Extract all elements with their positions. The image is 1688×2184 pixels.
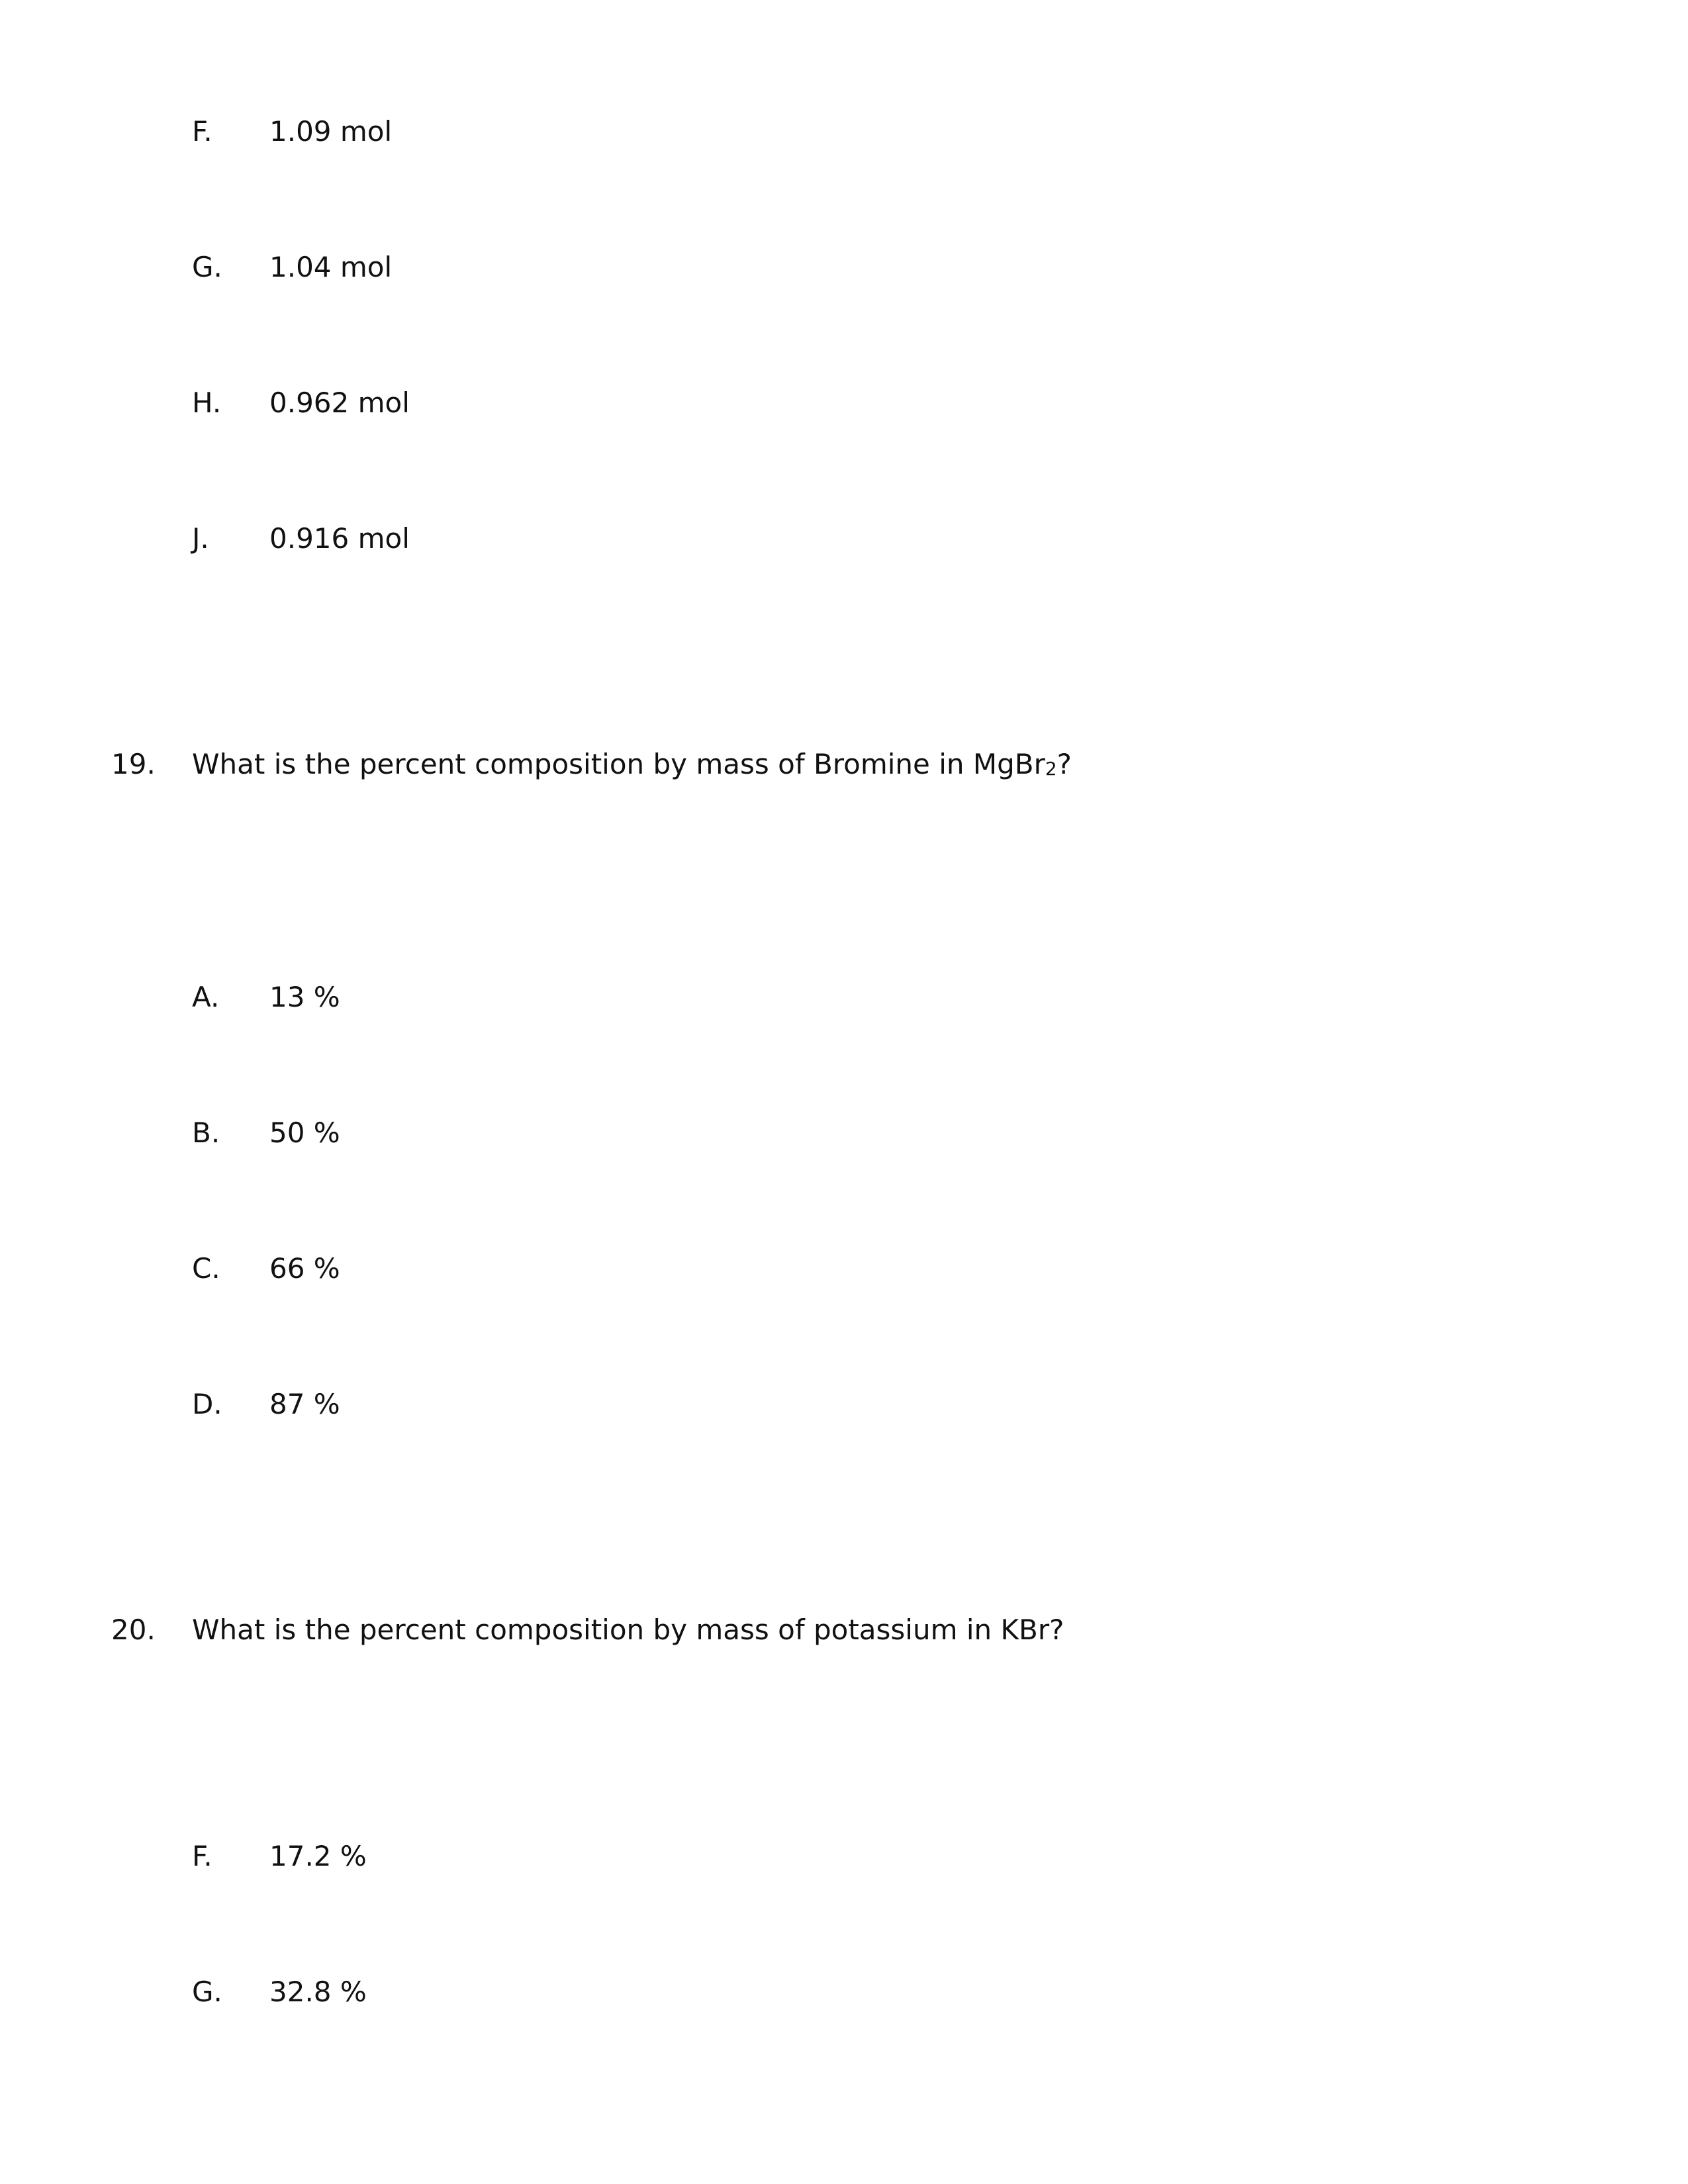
question-number: 19.: [111, 748, 156, 780]
choice-text: 17.2 %: [269, 1840, 367, 1872]
question-text: What is the percent composition by mass of potassium in KBr?: [192, 1614, 1064, 1646]
choice-text: 0.916 mol: [269, 522, 410, 555]
question-number: 20.: [111, 1614, 156, 1646]
question-text-end: ?: [1056, 748, 1072, 780]
choice-letter: B.: [192, 1116, 220, 1149]
choice-text: 13 %: [269, 981, 340, 1013]
question-text-main: What is the percent composition by mass of Bromine in MgBr: [192, 748, 1045, 780]
choice-text: 50 %: [269, 1116, 340, 1149]
choice-letter: H.: [192, 387, 222, 419]
choice-text: 66 %: [269, 1252, 340, 1285]
choice-text: 0.962 mol: [269, 387, 410, 419]
question-text: [192, 748, 1072, 780]
choice-letter: F.: [192, 1840, 212, 1872]
choice-letter: G.: [192, 251, 222, 283]
choice-text: 87 %: [269, 1388, 340, 1420]
choice-letter: J.: [192, 522, 209, 555]
choice-text: 1.04 mol: [269, 251, 393, 283]
choice-text: 32.8 %: [269, 1976, 367, 2008]
choice-letter: D.: [192, 1388, 222, 1420]
choice-letter: A.: [192, 981, 220, 1013]
choice-letter: C.: [192, 1252, 220, 1285]
choice-letter: F.: [192, 115, 212, 148]
subscript: 2: [1045, 758, 1057, 780]
choice-letter: G.: [192, 1976, 222, 2008]
choice-text: 1.09 mol: [269, 115, 393, 148]
